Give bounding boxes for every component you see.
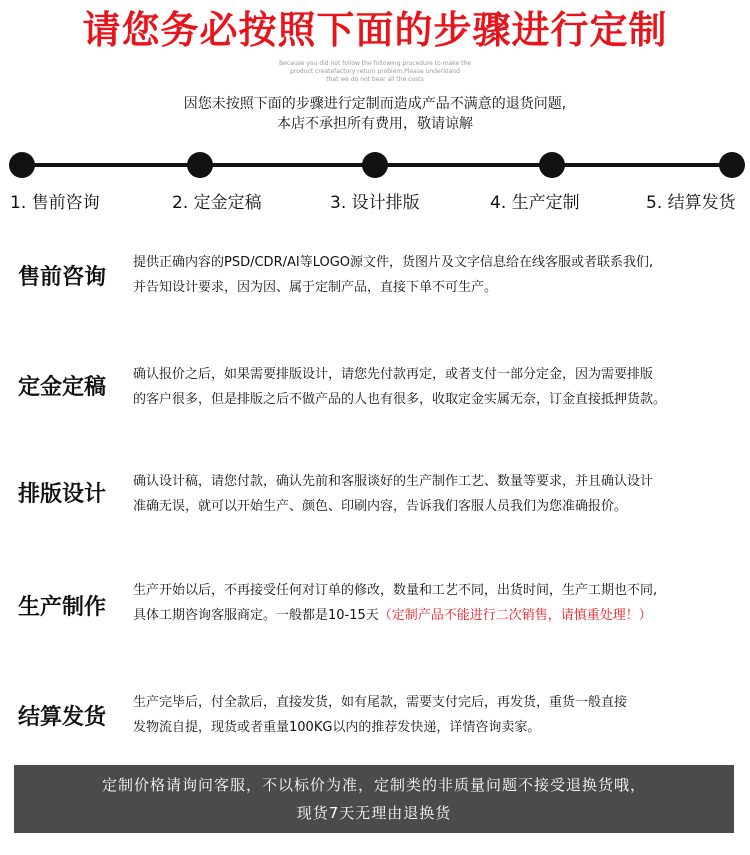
- section-line: 准确无误，就可以开始生产、颜色、印刷内容，告诉我们客服人员我们为您准确报价。: [133, 499, 628, 514]
- section-heading: 结算发货: [18, 705, 107, 730]
- section-line-text: 具体工期咨询客服商定。一般都是10-15天: [133, 608, 379, 623]
- notice-line: 因您未按照下面的步骤进行定制而造成产品不满意的退货问题,: [183, 96, 567, 112]
- section-line: 发物流自提，现货或者重量100KG以内的推荐发快递，详情咨询卖家。: [133, 720, 541, 735]
- timeline-dot-4: [539, 152, 565, 178]
- section-line: 生产开始以后，不再接受任何对订单的修改，数量和工艺不同，出货时间，生产工期也不同,: [133, 583, 658, 598]
- section-heading: 生产制作: [18, 595, 107, 620]
- footer-line: 定制价格请询问客服，不以标价为准，定制类的非质量问题不接受退换货哦，: [101, 776, 646, 794]
- step-labels: [0, 188, 750, 214]
- step-label-2: 2. 定金定稿: [172, 193, 262, 213]
- section-body: [133, 690, 743, 740]
- section-line: 确认报价之后，如果需要排版设计，请您先付款再定，或者支付一部分定金，因为需要排版: [133, 367, 654, 382]
- section-body: [133, 250, 743, 300]
- step-label-3: 3. 设计排版: [330, 193, 420, 213]
- section-line: [133, 603, 743, 628]
- page-title: 请您务必按照下面的步骤进行定制: [82, 8, 668, 52]
- step-label-4: 4. 生产定制: [490, 193, 580, 213]
- footer-banner: [14, 765, 734, 833]
- step-label-5: 5. 结算发货: [646, 193, 736, 213]
- warning-note: （定制产品不能进行二次销售，请慎重处理！）: [378, 608, 652, 623]
- english-line: that we do not bear all the costs: [326, 76, 424, 83]
- notice-line: 本店不承担所有费用，敬请谅解: [277, 116, 473, 132]
- section-line: 生产完毕后，付全款后，直接发货，如有尾款，需要支付完后，再发货，重货一般直接: [133, 695, 628, 710]
- section-heading: 排版设计: [18, 482, 107, 507]
- section-body: [133, 362, 743, 412]
- section-line: 确认设计稿，请您付款，确认先前和客服谈好的生产制作工艺、数量等要求，并且确认设计: [133, 474, 654, 489]
- footer-line: 现货7天无理由退换货: [296, 804, 452, 822]
- timeline-dot-5: [719, 152, 745, 178]
- disclaimer-notice: [0, 94, 750, 134]
- section-body: [133, 578, 743, 628]
- timeline-dot-2: [187, 152, 213, 178]
- section-body: [133, 469, 743, 519]
- section-heading: 售前咨询: [18, 265, 107, 290]
- section-line: 的客户很多，但是排版之后不做产品的人也有很多，收取定金实属无奈，订金直接抵押货款。: [133, 392, 667, 407]
- process-timeline: [22, 150, 734, 180]
- step-label-1: 1. 售前咨询: [10, 193, 100, 213]
- english-notice: [0, 60, 750, 84]
- english-line: Because you did not follow the following procedure to make the: [279, 60, 471, 67]
- section-line: 并告知设计要求，因为因、属于定制产品，直接下单不可生产。: [133, 280, 498, 295]
- timeline-dot-1: [9, 152, 35, 178]
- section-heading: 定金定稿: [18, 375, 107, 400]
- timeline-dot-3: [362, 152, 388, 178]
- english-line: product createfactory return problem,Please understand: [290, 68, 460, 75]
- section-line: 提供正确内容的PSD/CDR/AI等LOGO源文件，货图片及文字信息给在线客服或者联系我们,: [133, 255, 654, 270]
